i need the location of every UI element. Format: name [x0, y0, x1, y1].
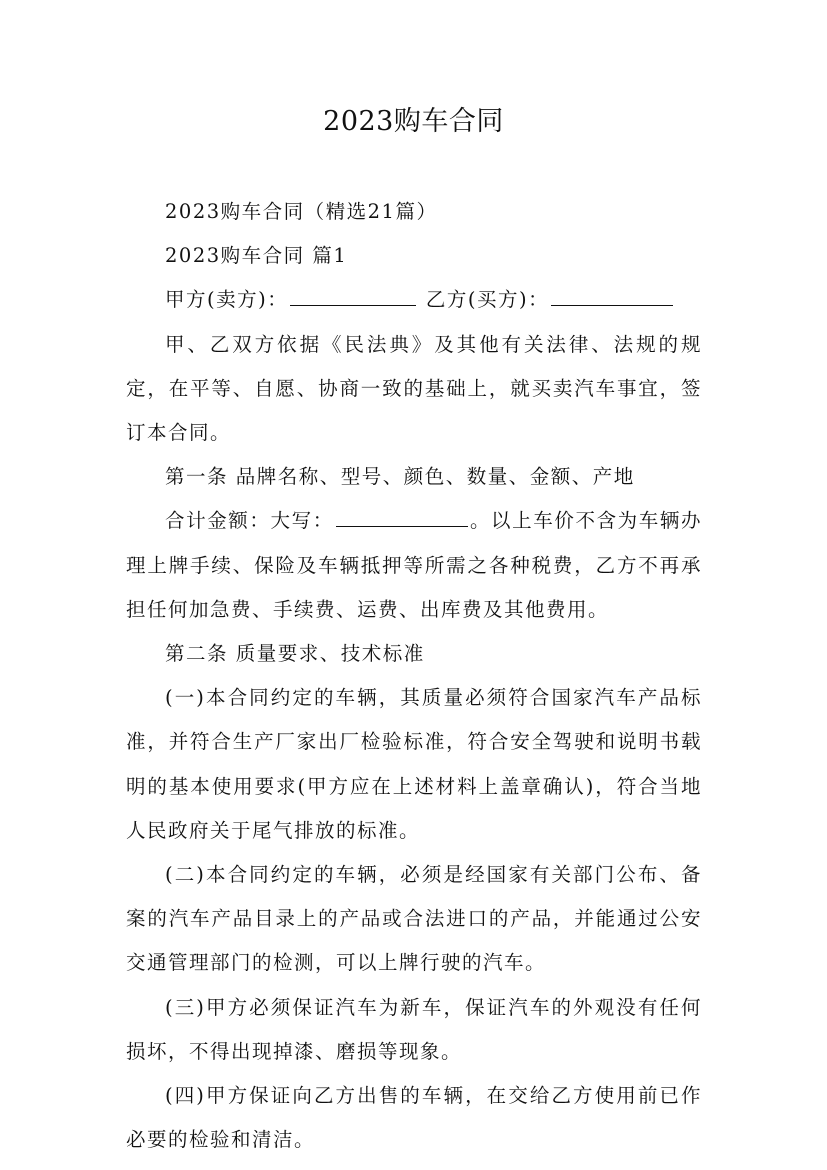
seller-blank-field [290, 286, 416, 307]
intro-paragraph: 甲、乙双方依据《民法典》及其他有关法律、法规的规定，在平等、自愿、协商一致的基础上，就买卖汽车事宜，签订本合同。 [126, 332, 702, 445]
clause-4: (四)甲方保证向乙方出售的车辆，在交给乙方使用前已作必要的检验和清洁。 [126, 1084, 702, 1152]
parties-line [126, 278, 702, 322]
clause-1: (一)本合同约定的车辆，其质量必须符合国家汽车产品标准，并符合生产厂家出厂检验标准，符合安全驾驶和说明书载明的基本使用要求(甲方应在上述材料上盖章确认)，符合当地人民政府关于尾气排放的标准。 [126, 686, 702, 842]
buyer-blank-field [551, 286, 673, 307]
article-1-heading: 第一条 品牌名称、型号、颜色、数量、金额、产地 [165, 465, 635, 489]
document-body [126, 190, 702, 1162]
section-heading: 2023购车合同 篇1 [165, 244, 348, 268]
clause-2: (二)本合同约定的车辆，必须是经国家有关部门公布、备案的汽车产品目录上的产品或合法进口的产品，并能通过公安交通管理部门的检测，可以上牌行驶的汽车。 [126, 863, 702, 975]
buyer-label: 乙方(买方)： [425, 288, 550, 312]
amount-label: 合计金额：大写： [165, 509, 334, 533]
amount-paragraph [126, 499, 702, 632]
document-subtitle: 2023购车合同（精选21篇） [165, 200, 438, 223]
seller-label: 甲方(卖方)： [165, 288, 289, 312]
amount-description: 。以上车价不含为车辆办理上牌手续、保险及车辆抵押等所需之各种税费，乙方不再承担任何加急费、手续费、运费、出库费及其他费用。 [126, 509, 702, 621]
page-title: 2023购车合同 [323, 106, 504, 137]
article-2-heading: 第二条 质量要求、技术标准 [165, 642, 425, 666]
amount-blank-field [336, 507, 468, 528]
clause-3: (三)甲方必须保证汽车为新车，保证汽车的外观没有任何损坏，不得出现掉漆、磨损等现象。 [126, 995, 702, 1063]
